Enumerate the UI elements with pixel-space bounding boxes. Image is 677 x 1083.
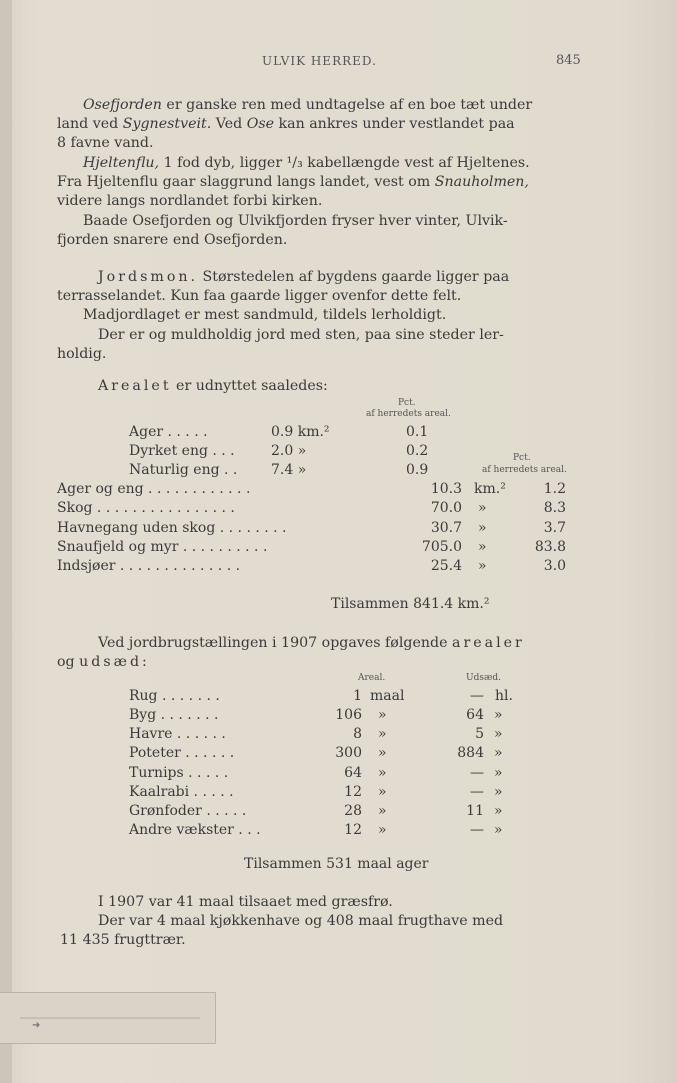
census-row-label: Poteter . . . . . .: [129, 745, 235, 761]
main-row-label: Skog . . . . . . . . . . . . . . . .: [57, 500, 235, 516]
main-row-value: 10.3: [430, 481, 462, 497]
main-row-label: Havnegang uden skog . . . . . . . .: [57, 520, 287, 536]
census-row-udsaed-unit: »: [494, 803, 503, 819]
closing-line-3: 11 435 frugttrær.: [60, 932, 186, 948]
area-total: Tilsammen 841.4 km.²: [331, 596, 490, 612]
main-row-value: 70.0: [430, 500, 462, 516]
udsaed-heading: udsæd:: [79, 654, 150, 670]
osefjorden-line-3: 8 favne vand.: [57, 135, 154, 151]
arealer-heading: arealer: [451, 635, 525, 651]
main-row-unit: »: [478, 500, 487, 516]
census-intro-line-2: [57, 653, 150, 672]
main-row-pct: 3.7: [543, 520, 566, 536]
census-row-udsaed-unit: »: [494, 822, 503, 838]
census-row-udsaed: 5: [475, 726, 484, 742]
place-sygnestveit: Sygnestveit.: [122, 116, 212, 132]
census-row-udsaed: 64: [466, 707, 484, 723]
text-segment: Ved jordbrugstællingen i 1907 opgaves følgende: [98, 635, 448, 651]
census-row-udsaed-unit: »: [494, 784, 503, 800]
text-segment: land ved: [57, 116, 119, 132]
census-row-areal-unit: »: [378, 765, 387, 781]
census-row-label: Rug . . . . . . .: [129, 688, 220, 704]
main-row-unit: »: [478, 520, 487, 536]
main-row-value: 30.7: [430, 520, 462, 536]
main-row-value: 25.4: [430, 558, 462, 574]
hjeltenflu-line-2: [57, 173, 529, 192]
page-edge-shadow: [0, 0, 12, 1083]
census-row-areal-unit: »: [378, 784, 387, 800]
sub-row-label: Dyrket eng . . .: [129, 443, 235, 459]
census-row-areal: 106: [335, 707, 362, 723]
census-row-areal: 300: [335, 745, 362, 761]
sub-row-value: 0.9 km.²: [271, 424, 330, 440]
place-ose: Ose: [246, 116, 274, 132]
census-row-areal-unit: »: [378, 822, 387, 838]
census-row-udsaed-unit: »: [494, 726, 503, 742]
census-row-areal: 12: [344, 822, 362, 838]
census-row-areal-unit: »: [378, 745, 387, 761]
pct-head-1: Pct.: [398, 398, 416, 408]
text-segment: er udnyttet saaledes:: [176, 378, 328, 394]
text-segment: 1 fod dyb, ligger ¹/₃ kabellængde vest af Hjeltenes.: [163, 155, 530, 171]
main-row-label: Indsjøer . . . . . . . . . . . . . .: [57, 558, 241, 574]
jordsmon-line-1: [98, 268, 509, 287]
census-row-areal-unit: »: [378, 803, 387, 819]
census-row-udsaed-unit: »: [494, 745, 503, 761]
census-row-areal: 64: [344, 765, 362, 781]
running-head: ULVIK HERRED.: [262, 54, 377, 68]
text-segment: Ved: [215, 116, 243, 132]
sub-row-pct: 0.2: [406, 443, 429, 459]
census-row-udsaed: —: [470, 688, 484, 704]
main-row-unit: »: [478, 558, 487, 574]
census-row-areal: 12: [344, 784, 362, 800]
jordsmon-heading: Jordsmon.: [98, 269, 199, 285]
pct-head-2-sub: af herredets areal.: [482, 465, 567, 475]
main-row-unit: »: [478, 539, 487, 555]
census-row-areal-unit: maal: [370, 688, 405, 704]
census-row-udsaed: —: [470, 784, 484, 800]
census-row-areal-unit: »: [378, 707, 387, 723]
sub-row-pct: 0.9: [406, 462, 429, 478]
jordsmon-line-2: terrasselandet. Kun faa gaarde ligger ovenfor dette felt.: [57, 288, 462, 304]
arealet-heading: Arealet: [98, 378, 172, 394]
sub-row-value: 7.4 »: [271, 462, 307, 478]
census-row-areal-unit: »: [378, 726, 387, 742]
text-segment: Fra Hjeltenflu gaar slaggrund langs landet, vest om: [57, 174, 431, 190]
main-row-label: Snaufjeld og myr . . . . . . . . . .: [57, 539, 268, 555]
closing-line-2: Der var 4 maal kjøkkenhave og 408 maal frugthave med: [98, 913, 504, 929]
arrow-icon: ➜: [32, 1020, 41, 1031]
census-row-areal: 1: [353, 688, 362, 704]
place-snauholmen: Snauholmen,: [434, 174, 529, 190]
baade-line-1: Baade Osefjorden og Ulvikfjorden fryser hver vinter, Ulvik-: [83, 213, 508, 229]
main-row-pct: 3.0: [543, 558, 566, 574]
census-row-udsaed-unit: hl.: [495, 688, 513, 704]
main-row-pct: 1.2: [543, 481, 566, 497]
census-row-udsaed-unit: »: [494, 765, 503, 781]
census-row-label: Havre . . . . . .: [129, 726, 226, 742]
census-row-label: Kaalrabi . . . . .: [129, 784, 234, 800]
census-row-label: Byg . . . . . . .: [129, 707, 219, 723]
closing-line-1: I 1907 var 41 maal tilsaaet med græsfrø.: [98, 894, 393, 910]
census-row-udsaed: —: [470, 822, 484, 838]
osefjorden-line-1: [83, 96, 532, 115]
census-row-udsaed: —: [470, 765, 484, 781]
census-row-udsaed: 884: [457, 745, 484, 761]
pct-head-2: Pct.: [513, 453, 531, 463]
page-number: 845: [556, 53, 581, 68]
jordsmon-line-5: holdig.: [57, 346, 107, 362]
jordsmon-line-4: Der er og muldholdig jord med sten, paa sine steder ler-: [98, 327, 504, 343]
main-row-unit: km.²: [474, 481, 506, 497]
main-row-label: Ager og eng . . . . . . . . . . . .: [57, 481, 251, 497]
census-row-label: Andre vækster . . .: [129, 822, 261, 838]
census-total: Tilsammen 531 maal ager: [244, 856, 429, 872]
pct-head-1-sub: af herredets areal.: [366, 409, 451, 419]
census-row-areal: 28: [344, 803, 362, 819]
census-row-udsaed-unit: »: [494, 707, 503, 723]
census-row-udsaed: 11: [466, 803, 484, 819]
text-segment: kan ankres under vestlandet paa: [278, 116, 515, 132]
census-intro-line-1: [98, 634, 525, 653]
jordsmon-line-3: Madjordlaget er mest sandmuld, tildels lerholdigt.: [83, 307, 447, 323]
census-row-label: Turnips . . . . .: [129, 765, 229, 781]
hjeltenflu-line-3: videre langs nordlandet forbi kirken.: [57, 193, 323, 209]
census-row-areal: 8: [353, 726, 362, 742]
osefjorden-text: er ganske ren med undtagelse af en boe tæt under: [166, 97, 533, 113]
sub-row-label: Naturlig eng . .: [129, 462, 238, 478]
text-segment: og: [57, 654, 75, 670]
osefjorden-term: Osefjorden: [83, 97, 162, 113]
osefjorden-line-2: [57, 115, 515, 134]
main-row-value: 705.0: [421, 539, 462, 555]
udsaed-head: Udsæd.: [466, 673, 502, 683]
sub-row-pct: 0.1: [406, 424, 429, 440]
baade-line-2: fjorden snarere end Osefjorden.: [57, 232, 288, 248]
scan-tab-line: [20, 1017, 200, 1019]
hjeltenflu-term: Hjeltenflu,: [83, 155, 160, 171]
scan-tab: [0, 992, 216, 1044]
text-segment: Størstedelen af bygdens gaarde ligger paa: [202, 269, 510, 285]
main-row-pct: 83.8: [534, 539, 566, 555]
sub-row-value: 2.0 »: [271, 443, 307, 459]
main-row-pct: 8.3: [543, 500, 566, 516]
sub-row-label: Ager . . . . .: [129, 424, 208, 440]
census-row-label: Grønfoder . . . . .: [129, 803, 247, 819]
hjeltenflu-line-1: [83, 154, 530, 173]
areal-head: Areal.: [358, 673, 386, 683]
arealet-line: [98, 377, 328, 396]
